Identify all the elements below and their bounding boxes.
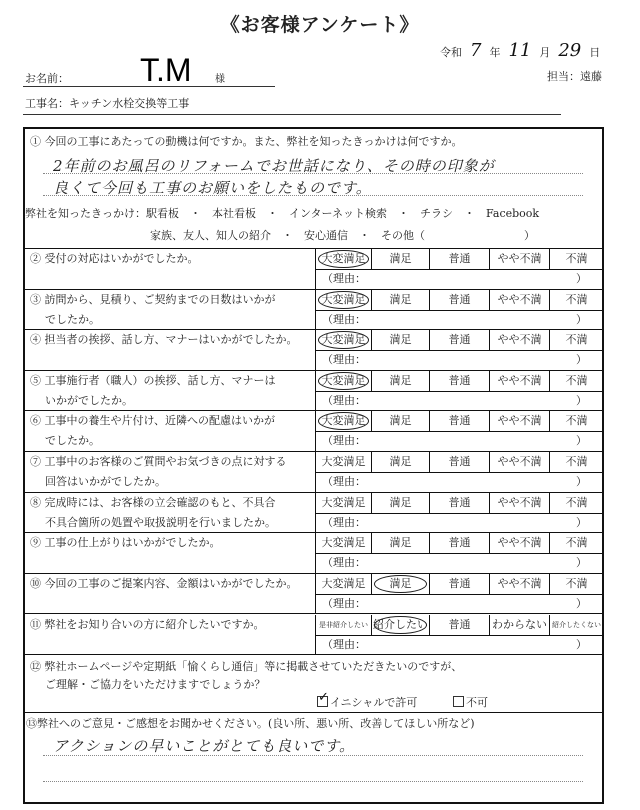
rating-option[interactable]: やや不満 xyxy=(490,493,550,513)
referral-option[interactable]: 紹介したい xyxy=(372,615,430,635)
question-11-grid xyxy=(315,615,603,654)
referral-option[interactable]: わからない xyxy=(490,615,550,635)
question-13-answer[interactable]: アクションの早いことがとても良いです。 xyxy=(53,737,356,755)
date-month-unit: 月 xyxy=(539,46,551,59)
staff-name: 担当：遠藤 xyxy=(547,70,602,83)
date-year-unit: 年 xyxy=(489,46,501,59)
rating-option[interactable]: 満足 xyxy=(372,371,430,391)
question-13-text: ⑬弊社へのご意見・ご感想をお聞かせください。(良い所、悪い所、改善してほしい所など) xyxy=(26,717,475,730)
referral-option[interactable]: 是非紹介したい xyxy=(316,615,372,635)
rating-option[interactable]: 不満 xyxy=(565,252,588,265)
question-text: ⑥ 工事中の養生や片付け、近隣への配慮はいかが xyxy=(30,414,276,428)
question-text: ⑨ 工事の仕上がりはいかがでしたか。 xyxy=(30,536,221,550)
date xyxy=(440,40,600,61)
rating-option[interactable]: 普通 xyxy=(430,330,490,350)
reason-field[interactable] xyxy=(316,310,603,330)
rating-option[interactable]: 大変満足 xyxy=(316,452,372,472)
rating-option[interactable]: 満足 xyxy=(372,411,430,431)
customer-name-label: お名前： xyxy=(25,72,69,85)
question-text: ④ 担当者の挨拶、話し方、マナーはいかがでしたか。 xyxy=(30,333,298,347)
permit-no-checkbox[interactable] xyxy=(453,696,464,707)
question-text: ⑤ 工事施行者（職人）の挨拶、話し方、マナーは xyxy=(30,373,276,387)
rating-option[interactable]: やや不満 xyxy=(490,452,550,472)
reason-label: （理由： xyxy=(322,515,366,529)
work-underline xyxy=(23,114,561,115)
permit-no-option[interactable] xyxy=(453,694,488,710)
rating-option[interactable]: やや不満 xyxy=(490,411,550,431)
permit-initial-option[interactable] xyxy=(317,694,417,710)
reason-close: ） xyxy=(576,353,587,367)
question-section xyxy=(25,493,602,534)
question-11-text: ⑪ 弊社をお知り合いの方に紹介したいですか。 xyxy=(30,618,265,631)
rating-grid xyxy=(315,249,603,289)
page-title: 《お客様アンケート》 xyxy=(220,14,420,36)
rating-option[interactable]: 不満 xyxy=(565,292,588,306)
rating-option[interactable]: 不満 xyxy=(565,373,588,387)
reason-close: ） xyxy=(576,475,587,488)
rating-option[interactable]: 大変満足 xyxy=(316,493,372,513)
rating-options xyxy=(316,411,603,432)
rating-option[interactable]: やや不満 xyxy=(490,574,550,594)
reason-field[interactable] xyxy=(316,431,603,451)
question-12-section xyxy=(25,655,602,713)
reason-close: ） xyxy=(576,272,587,285)
rating-option[interactable]: 普通 xyxy=(430,411,490,431)
rating-option[interactable]: 普通 xyxy=(430,371,490,391)
referral-option[interactable]: 紹介したくない xyxy=(552,621,601,629)
rating-option[interactable]: 満足 xyxy=(372,330,430,350)
question-section xyxy=(25,249,602,290)
rating-option[interactable]: 不満 xyxy=(565,455,588,468)
rating-options xyxy=(316,330,603,351)
name-underline xyxy=(23,86,275,87)
rating-options xyxy=(316,452,603,473)
rating-option[interactable]: 大変満足 xyxy=(316,533,372,553)
rating-option[interactable]: 普通 xyxy=(430,533,490,553)
question-section xyxy=(25,371,602,412)
reason-field[interactable] xyxy=(316,391,603,411)
reason-field[interactable] xyxy=(316,594,603,614)
reason-field[interactable] xyxy=(316,635,603,655)
date-era: 令和 xyxy=(440,46,462,59)
reason-close: ） xyxy=(576,434,587,448)
rating-option[interactable]: 普通 xyxy=(430,493,490,513)
reason-field[interactable] xyxy=(316,472,603,492)
question-1-text: ① 今回の工事にあたっての動機は何ですか。また、弊社を知ったきっかけは何ですか。 xyxy=(30,135,463,148)
rating-options xyxy=(316,371,603,392)
question-section xyxy=(25,574,602,615)
answer-line xyxy=(43,781,583,782)
source-options-line-2: 家族、友人、知人の紹介 ・ 安心通信 ・ その他（ ） xyxy=(150,229,535,242)
rating-options xyxy=(316,290,603,311)
question-section xyxy=(25,533,602,574)
rating-option[interactable]: 満足 xyxy=(372,493,430,513)
date-month: 11 xyxy=(508,40,532,61)
reason-close: ） xyxy=(576,638,587,651)
rating-option[interactable]: 大変満足 xyxy=(316,371,372,391)
question-12-line-1: ⑫ 弊社ホームページや定期紙「愉くらし通信」等に掲載させていただきたいのですが、 xyxy=(30,660,463,673)
reason-label: （理由： xyxy=(322,638,366,651)
rating-option[interactable]: 不満 xyxy=(565,576,588,590)
question-text: ⑧ 完成時には、お客様の立会確認のもと、不具合 xyxy=(30,495,276,509)
reason-label: （理由： xyxy=(322,556,366,570)
date-day: 29 xyxy=(558,40,582,61)
rating-option[interactable]: 普通 xyxy=(430,574,490,594)
question-text-line-2: でしたか。 xyxy=(45,434,100,448)
date-day-unit: 日 xyxy=(589,46,601,59)
rating-option[interactable]: 大変満足 xyxy=(316,411,372,431)
rating-option[interactable]: 普通 xyxy=(430,452,490,472)
rating-grid xyxy=(315,371,603,411)
rating-option[interactable]: やや不満 xyxy=(490,330,550,350)
rating-option[interactable]: 普通 xyxy=(430,249,490,269)
rating-option[interactable]: 大変満足 xyxy=(316,290,372,310)
permit-initial-label: イニシャルで許可 xyxy=(330,696,418,709)
rating-options xyxy=(316,574,603,595)
reason-label: （理由： xyxy=(322,434,366,448)
reason-label: （理由： xyxy=(322,475,366,488)
question-section xyxy=(25,290,602,331)
question-text: ③ 訪問から、見積り、ご契約までの日数はいかが xyxy=(30,292,276,306)
rating-option[interactable]: 大変満足 xyxy=(316,249,372,269)
reason-label: （理由： xyxy=(322,272,366,285)
question-text-line-2: いかがでしたか。 xyxy=(45,393,133,407)
reason-close: ） xyxy=(576,393,587,407)
customer-name-suffix: 様 xyxy=(215,74,225,85)
permit-no-label: 不可 xyxy=(466,696,488,709)
reason-label: （理由： xyxy=(322,596,366,610)
rating-grid xyxy=(315,574,603,614)
rating-option[interactable]: 不満 xyxy=(565,495,588,509)
rating-option[interactable]: 満足 xyxy=(372,533,430,553)
question-text-line-2: でしたか。 xyxy=(45,312,100,326)
rating-options xyxy=(316,249,603,270)
question-section xyxy=(25,452,602,493)
rating-option[interactable]: やや不満 xyxy=(490,249,550,269)
question-text: ② 受付の対応はいかがでしたか。 xyxy=(30,252,199,265)
rating-option[interactable]: 不満 xyxy=(565,333,588,347)
reason-field[interactable] xyxy=(316,513,603,533)
reason-close: ） xyxy=(576,312,587,326)
question-13-section xyxy=(25,713,602,802)
rating-option[interactable]: 大変満足 xyxy=(316,574,372,594)
date-year: 7 xyxy=(470,40,482,61)
rating-option[interactable]: やや不満 xyxy=(490,533,550,553)
survey-frame xyxy=(23,127,604,804)
referral-option[interactable]: 普通 xyxy=(430,615,490,635)
question-12-line-2: ご理解・ご協力をいただけますでしょうか？ xyxy=(45,678,266,691)
rating-grid xyxy=(315,493,603,533)
rating-option[interactable]: 不満 xyxy=(565,414,588,428)
rating-option[interactable]: やや不満 xyxy=(490,371,550,391)
rating-options xyxy=(316,533,603,554)
rating-option[interactable]: 大変満足 xyxy=(316,330,372,350)
reason-field[interactable] xyxy=(316,269,603,289)
rating-options xyxy=(316,493,603,514)
question-1-answer-line-1[interactable]: 2年前のお風呂のリフォームでお世話になり、その時の印象が xyxy=(53,157,495,175)
reason-field[interactable] xyxy=(316,350,603,370)
source-options-line-1: 弊社を知ったきっかけ：駅看板 ・ 本社看板 ・ インターネット検索 ・ チラシ ・ Facebook xyxy=(25,207,540,220)
rating-option[interactable]: 満足 xyxy=(372,249,430,269)
question-text-line-2: 不具合箇所の処置や取扱説明を行いましたか。 xyxy=(45,515,276,529)
reason-label: （理由： xyxy=(322,353,366,367)
work-name: 工事名：キッチン水栓交換等工事 xyxy=(25,97,190,110)
rating-grid xyxy=(315,290,603,330)
reason-field[interactable] xyxy=(316,553,603,573)
question-section xyxy=(25,330,602,371)
rating-option[interactable]: 満足 xyxy=(372,574,430,594)
reason-label: （理由： xyxy=(322,312,366,326)
rating-option[interactable]: 不満 xyxy=(565,536,588,550)
question-text-line-2: 回答はいかがでしたか。 xyxy=(45,475,166,488)
reason-close: ） xyxy=(576,596,587,610)
question-section xyxy=(25,411,602,452)
question-11-section xyxy=(25,615,602,655)
rating-option[interactable]: 満足 xyxy=(372,290,430,310)
reason-label: （理由： xyxy=(322,393,366,407)
reason-close: ） xyxy=(576,515,587,529)
question-text: ⑩ 今回の工事のご提案内容、金額はいかがでしたか。 xyxy=(30,576,298,590)
customer-name-value: T.M xyxy=(140,52,192,88)
rating-option[interactable]: 満足 xyxy=(372,452,430,472)
rating-option[interactable]: 普通 xyxy=(430,290,490,310)
rating-grid xyxy=(315,452,603,492)
rating-grid xyxy=(315,411,603,451)
question-1-answer-line-2[interactable]: 良くて今回も工事のお願いをしたものです。 xyxy=(53,179,372,197)
permit-initial-checkbox[interactable] xyxy=(317,696,328,707)
rating-grid xyxy=(315,330,603,370)
question-text: ⑦ 工事中のお客様のご質問やお気づきの点に対する xyxy=(30,455,287,468)
question-11-options xyxy=(316,615,603,636)
rating-grid xyxy=(315,533,603,573)
reason-close: ） xyxy=(576,556,587,570)
rating-option[interactable]: やや不満 xyxy=(490,290,550,310)
question-1-section xyxy=(25,129,602,249)
